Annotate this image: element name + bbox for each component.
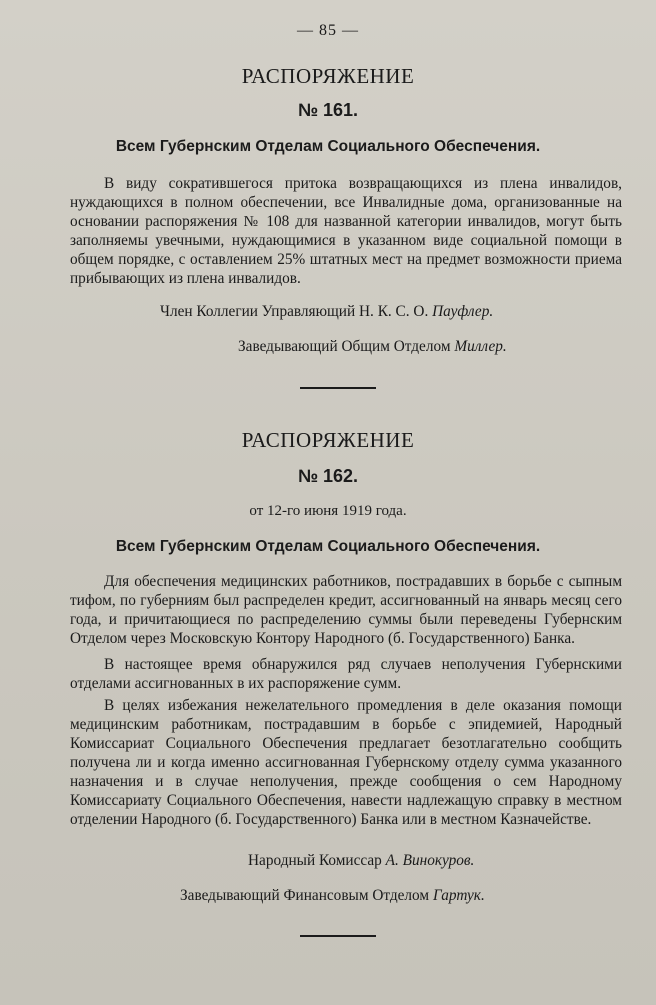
order-162-signature-2 bbox=[180, 887, 485, 905]
order-161-signature-2-title: Заведывающий Общим Отделом bbox=[238, 338, 451, 355]
order-161-signature-1 bbox=[160, 303, 493, 321]
order-161-body: В виду сократившегося притока возвращающихся из плена инвалидов, нуждающихся в полном обеспечении, все Инвалидные дома, организованные на основании распоряжения № 108 для названной категории инвалидов, могут быть заполняемы увечными, нуждающимися в указанном виде социальной помощи в общем порядке, с оставлением 25% штатных мест на предмет возможности приема прибывающих из плена инвалидов. bbox=[70, 175, 622, 287]
order-162-paragraph-1: Для обеспечения медицинских работников, пострадавших в борьбе с сыпным тифом, по губерниям был распределен кредит, ассигнованный на январь месяц сего года, и причитающиеся по распределению суммы были переведены Губернским Отделом через Московскую Контору Народного (б. Государственного) Банка. bbox=[70, 573, 622, 647]
order-162-paragraph-2: В настоящее время обнаружился ряд случаев неполучения Губернскими отделами ассигнованных в их распоряжение сумм. bbox=[70, 656, 622, 692]
order-161-heading: Всем Губернским Отделам Социального Обеспечения. bbox=[115, 138, 541, 155]
order-162-signature-1-title: Народный Комиссар bbox=[248, 852, 382, 869]
order-161-signature-1-title: Член Коллегии Управляющий Н. К. С. О. bbox=[160, 303, 429, 320]
order-162-signature-2-name: Гартук. bbox=[432, 887, 485, 904]
order-162-heading: Всем Губернским Отделам Социального Обеспечения. bbox=[115, 538, 541, 555]
order-161-number: № 161. bbox=[297, 100, 359, 120]
order-162-signature-1 bbox=[248, 852, 474, 870]
order-161-signature-1-name: Пауфлер. bbox=[432, 303, 494, 320]
order-161-signature-2 bbox=[238, 338, 507, 356]
order-162-signature-1-name: А. Винокуров. bbox=[385, 852, 475, 869]
order-161-signature-2-name: Миллер. bbox=[454, 338, 507, 355]
order-162-number: № 162. bbox=[297, 466, 359, 486]
order-162-paragraph-3: В целях избежания нежелательного промедления в деле оказания помощи медицинским работникам, пострадавшим в борьбе с эпидемией, Народный Комиссариат Социального Обеспечения предлагает безотлагательно сообщить получена ли и когда именно ассигнованная Губернскому отделу сумма указанного назначения и в случае неполучения, прежде сообщения о сем Народному Комиссариату Социального Обеспечения, навести надлежащую справку в местном отделении Народного (б. Государственного) Банка или в местном Казначействе. bbox=[70, 697, 622, 828]
order-162-title: РАСПОРЯЖЕНИЕ bbox=[241, 428, 415, 452]
order-162-signature-2-title: Заведывающий Финансовым Отделом bbox=[180, 887, 430, 904]
section-divider bbox=[300, 387, 376, 389]
order-161-title: РАСПОРЯЖЕНИЕ bbox=[241, 64, 415, 88]
order-162-date: от 12-го июня 1919 года. bbox=[249, 503, 407, 519]
bottom-divider bbox=[300, 935, 376, 937]
page-number: — 85 — bbox=[297, 22, 359, 39]
